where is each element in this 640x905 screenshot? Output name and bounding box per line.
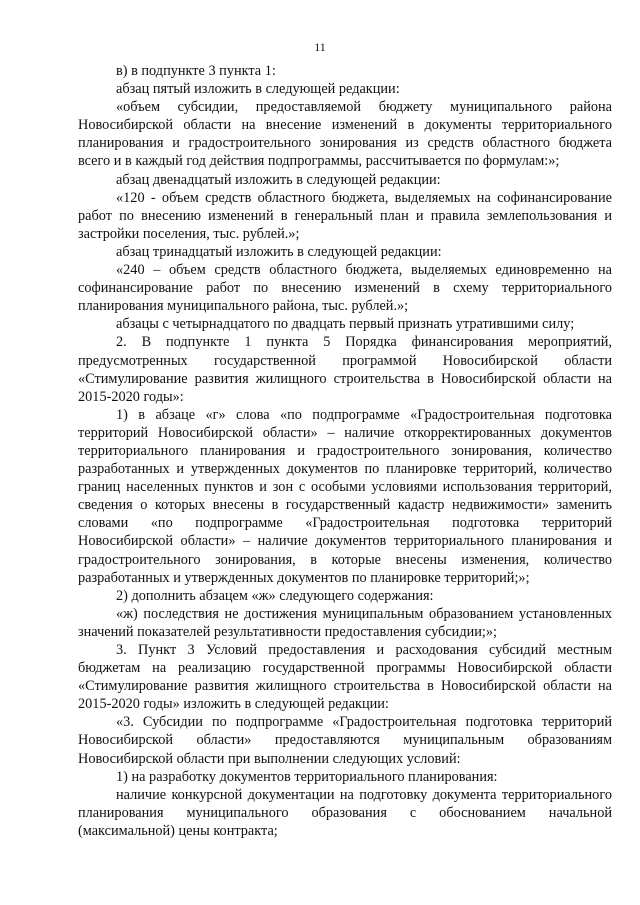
paragraph-variable-120-definition: «120 - объем средств областного бюджета, выделяемых на софинансирование работ по внесению изменений в генеральный план и правила землепользования и застройки поселения, тыс. рублей.»; xyxy=(78,189,612,242)
paragraph-variable-240-definition: «240 – объем средств областного бюджета, выделяемых единовременно на софинансирование работ по внесению изменений в схему территориального планирования муниципального района, тыс. рублей.»; xyxy=(78,262,612,315)
paragraph-item-2-financing-order: 2. В подпункте 1 пункта 5 Порядка финансирования мероприятий, предусмотренных государственной программой Новосибирской области «Стимулирование развития жилищного строительства в Новосибирской области на 2015-2020 годы»: xyxy=(78,334,612,405)
document-body xyxy=(78,62,612,840)
paragraph-twelfth-abzac-intro: абзац двенадцатый изложить в следующей редакции: xyxy=(116,171,441,188)
paragraph-repeal-abzacs: абзацы с четырнадцатого по двадцать первый признать утратившими силу; xyxy=(116,316,575,333)
paragraph-subsidy-volume-text: «объем субсидии, предоставляемой бюджету муниципального района Новосибирской области на внесение изменений в документы территориального планирования и градостроительного зонирования из средств областного бюджета всего и в каждый год действия подпрограммы, рассчитывается по формулам:»; xyxy=(78,99,612,170)
paragraph-subitem-1-abzac-g: 1) в абзаце «г» слова «по подпрограмме «Градостроительная подготовка территорий Новосибирской области» – наличие откорректированных документов территориального планирования и градостроительного зонирования, количество разработанных и утвержденных документов по планировке территорий, количество границ населенных пунктов и зон с особыми условиями использования территорий, сведения о которых внесены в государственный кадастр недвижимости» заменить словами «по подпрограмме «Градостроительная подготовка территорий Новосибирской области» – наличие документов территориального планирования и градостроительного зонирования, в которые внесены изменения, количество разработанных и утвержденных документов по планировке территорий;»; xyxy=(78,406,612,586)
paragraph-item-3-subsidy-conditions: 3. Пункт 3 Условий предоставления и расходования субсидий местным бюджетам на реализацию государственной программы Новосибирской области «Стимулирование развития жилищного строительства в Новосибирской области на 2015-2020 годы» изложить в следующей редакции: xyxy=(78,642,612,713)
paragraph-condition-1-planning-documents: 1) на разработку документов территориального планирования: xyxy=(116,768,498,785)
paragraph-tender-documentation: наличие конкурсной документации на подготовку документа территориального планирования муниципального образования с обоснованием начальной (максимальной) цены контракта; xyxy=(78,786,612,839)
paragraph-subitem-v-heading: в) в подпункте 3 пункта 1: xyxy=(116,63,276,79)
paragraph-subprogram-conditions: «3. Субсидии по подпрограмме «Градостроительная подготовка территорий Новосибирской области» предоставляются муниципальным образованиям Новосибирской области при выполнении следующих условий: xyxy=(78,714,612,767)
paragraph-fifth-abzac-intro: абзац пятый изложить в следующей редакции: xyxy=(116,81,400,98)
page-number: 11 xyxy=(314,40,326,54)
paragraph-abzac-zh-text: «ж) последствия не достижения муниципальным образованием установленных значений показателей результативности предоставления субсидии;»; xyxy=(78,605,612,640)
paragraph-subitem-2-add-abzac-zh: 2) дополнить абзацем «ж» следующего содержания: xyxy=(116,587,434,604)
paragraph-thirteenth-abzac-intro: абзац тринадцатый изложить в следующей редакции: xyxy=(116,243,442,260)
